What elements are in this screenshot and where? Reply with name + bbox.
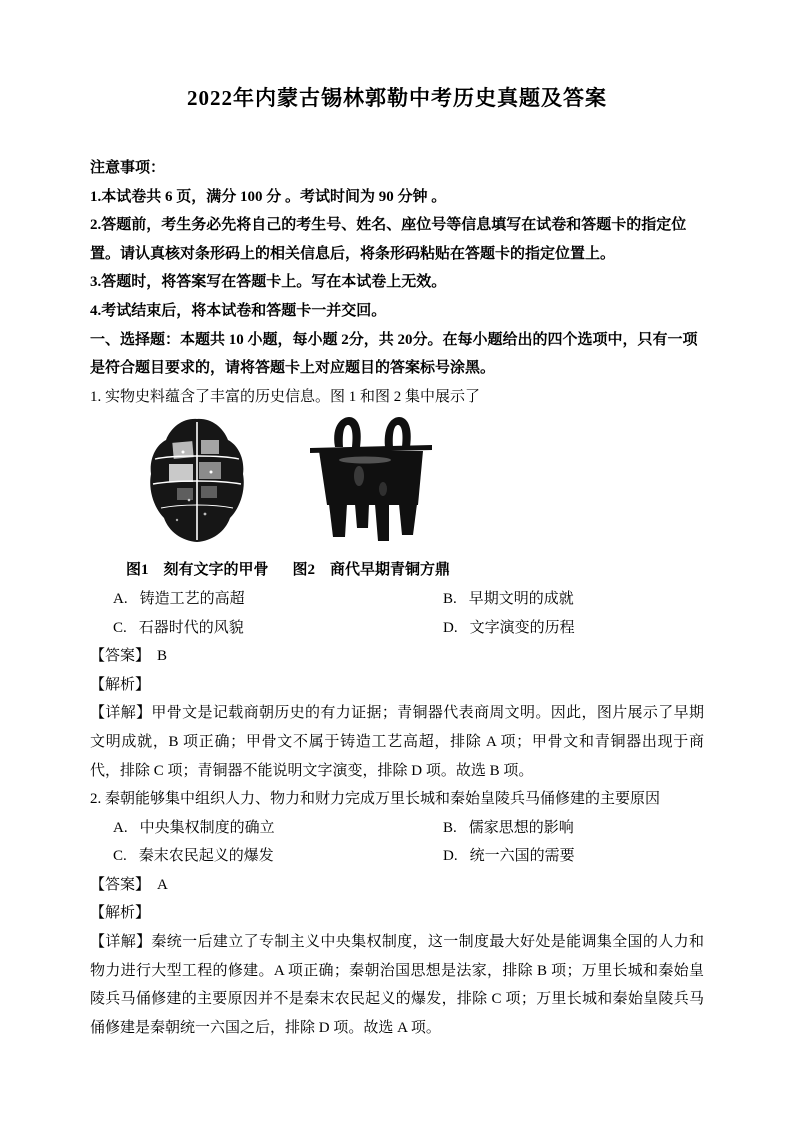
answer-label: 【答案】 xyxy=(90,876,151,893)
figure-1-caption: 图1 刻有文字的甲骨 xyxy=(126,561,269,578)
option-d xyxy=(443,614,704,643)
option-text: 早期文明的成就 xyxy=(468,590,574,607)
figure-2-bronze-ding xyxy=(293,414,451,581)
section-heading: 一、选择题：本题共 10 小题，每小题 2分，共 20分。在每小题给出的四个选项中，只有一项是符合题目要求的，请将答题卡上对应题目的答案标号涂黑。 xyxy=(90,331,698,377)
page-title: 2022年内蒙古锡林郭勒中考历史真题及答案 xyxy=(187,86,607,110)
question-2-stem: 2. 秦朝能够集中组织人力、物力和财力完成万里长城和秦始皇陵兵马俑修建的主要原因 xyxy=(90,791,661,808)
answer-label: 【答案】 xyxy=(90,648,151,665)
question-1-figures xyxy=(90,414,704,581)
option-label: B. xyxy=(443,819,457,836)
option-label: A. xyxy=(113,819,128,836)
notice-item-2: 2.答题前，考生务必先将自己的考生号、姓名、座位号等信息填写在试卷和答题卡的指定位置。请认真核对条形码上的相关信息后，将条形码粘贴在答题卡的指定位置上。 xyxy=(90,217,687,262)
question-2-analysis-label: 【解析】 xyxy=(90,905,151,922)
option-label: B. xyxy=(443,590,457,607)
bronze-ding-image xyxy=(305,414,437,546)
option-text: 秦末农民起义的爆发 xyxy=(138,848,274,865)
question-2-options xyxy=(90,814,704,871)
option-b xyxy=(443,814,704,843)
question-1-answer xyxy=(90,642,704,671)
option-text: 儒家思想的影响 xyxy=(468,819,574,836)
answer-value: A xyxy=(157,876,168,893)
option-label: C. xyxy=(113,619,127,636)
question-2-answer xyxy=(90,871,704,900)
option-a xyxy=(113,585,443,614)
notice-item-1: 1.本试卷共 6 页，满分 100 分 。考试时间为 90 分钟 。 xyxy=(90,188,447,205)
option-label: D. xyxy=(443,619,458,636)
notice-item-4: 4.考试结束后，将本试卷和答题卡一并交回。 xyxy=(90,302,387,319)
option-label: A. xyxy=(113,590,128,607)
question-1-explanation: 【详解】甲骨文是记载商朝历史的有力证据；青铜器代表商周文明。因此，图片展示了早期文明成就，B 项正确；甲骨文不属于铸造工艺高超，排除 A 项；甲骨文和青铜器出现于商代，排除 C 项；青铜器不能说明文字演变，排除 D 项。故选 B 项。 xyxy=(90,705,704,779)
question-1-analysis-label: 【解析】 xyxy=(90,676,151,693)
option-text: 统一六国的需要 xyxy=(469,848,575,865)
question-1-stem: 1. 实物史料蕴含了丰富的历史信息。图 1 和图 2 集中展示了 xyxy=(90,388,481,405)
option-text: 石器时代的风貌 xyxy=(138,619,244,636)
notice-heading: 注意事项： xyxy=(90,160,166,176)
answer-value: B xyxy=(157,648,168,665)
option-label: D. xyxy=(443,848,458,865)
option-c xyxy=(113,614,443,643)
document-body xyxy=(90,154,704,1042)
notice-item-3: 3.答题时，将答案写在答题卡上。写在本试卷上无效。 xyxy=(90,274,447,291)
option-text: 铸造工艺的高超 xyxy=(139,590,245,607)
option-c xyxy=(113,842,443,871)
question-2-explanation: 【详解】秦统一后建立了专制主义中央集权制度，这一制度最大好处是能调集全国的人力和物力进行大型工程的修建。A 项正确；秦朝治国思想是法家，排除 B 项；万里长城和秦始皇陵兵马俑修建的主要原因并不是秦末农民起义的爆发，排除 C 项；万里长城和秦始皇陵兵马俑修建是秦朝统一六国之后，排除 D 项。故选 A 项。 xyxy=(90,934,704,1036)
oracle-bone-image xyxy=(133,414,261,546)
option-text: 中央集权制度的确立 xyxy=(139,819,275,836)
figure-2-caption: 图2 商代早期青铜方鼎 xyxy=(292,561,451,578)
option-a xyxy=(113,814,443,843)
question-1-options xyxy=(90,585,704,642)
option-label: C. xyxy=(113,848,127,865)
option-b xyxy=(443,585,704,614)
option-d xyxy=(443,842,704,871)
figure-1-oracle-bone xyxy=(126,414,269,581)
option-text: 文字演变的历程 xyxy=(469,619,575,636)
